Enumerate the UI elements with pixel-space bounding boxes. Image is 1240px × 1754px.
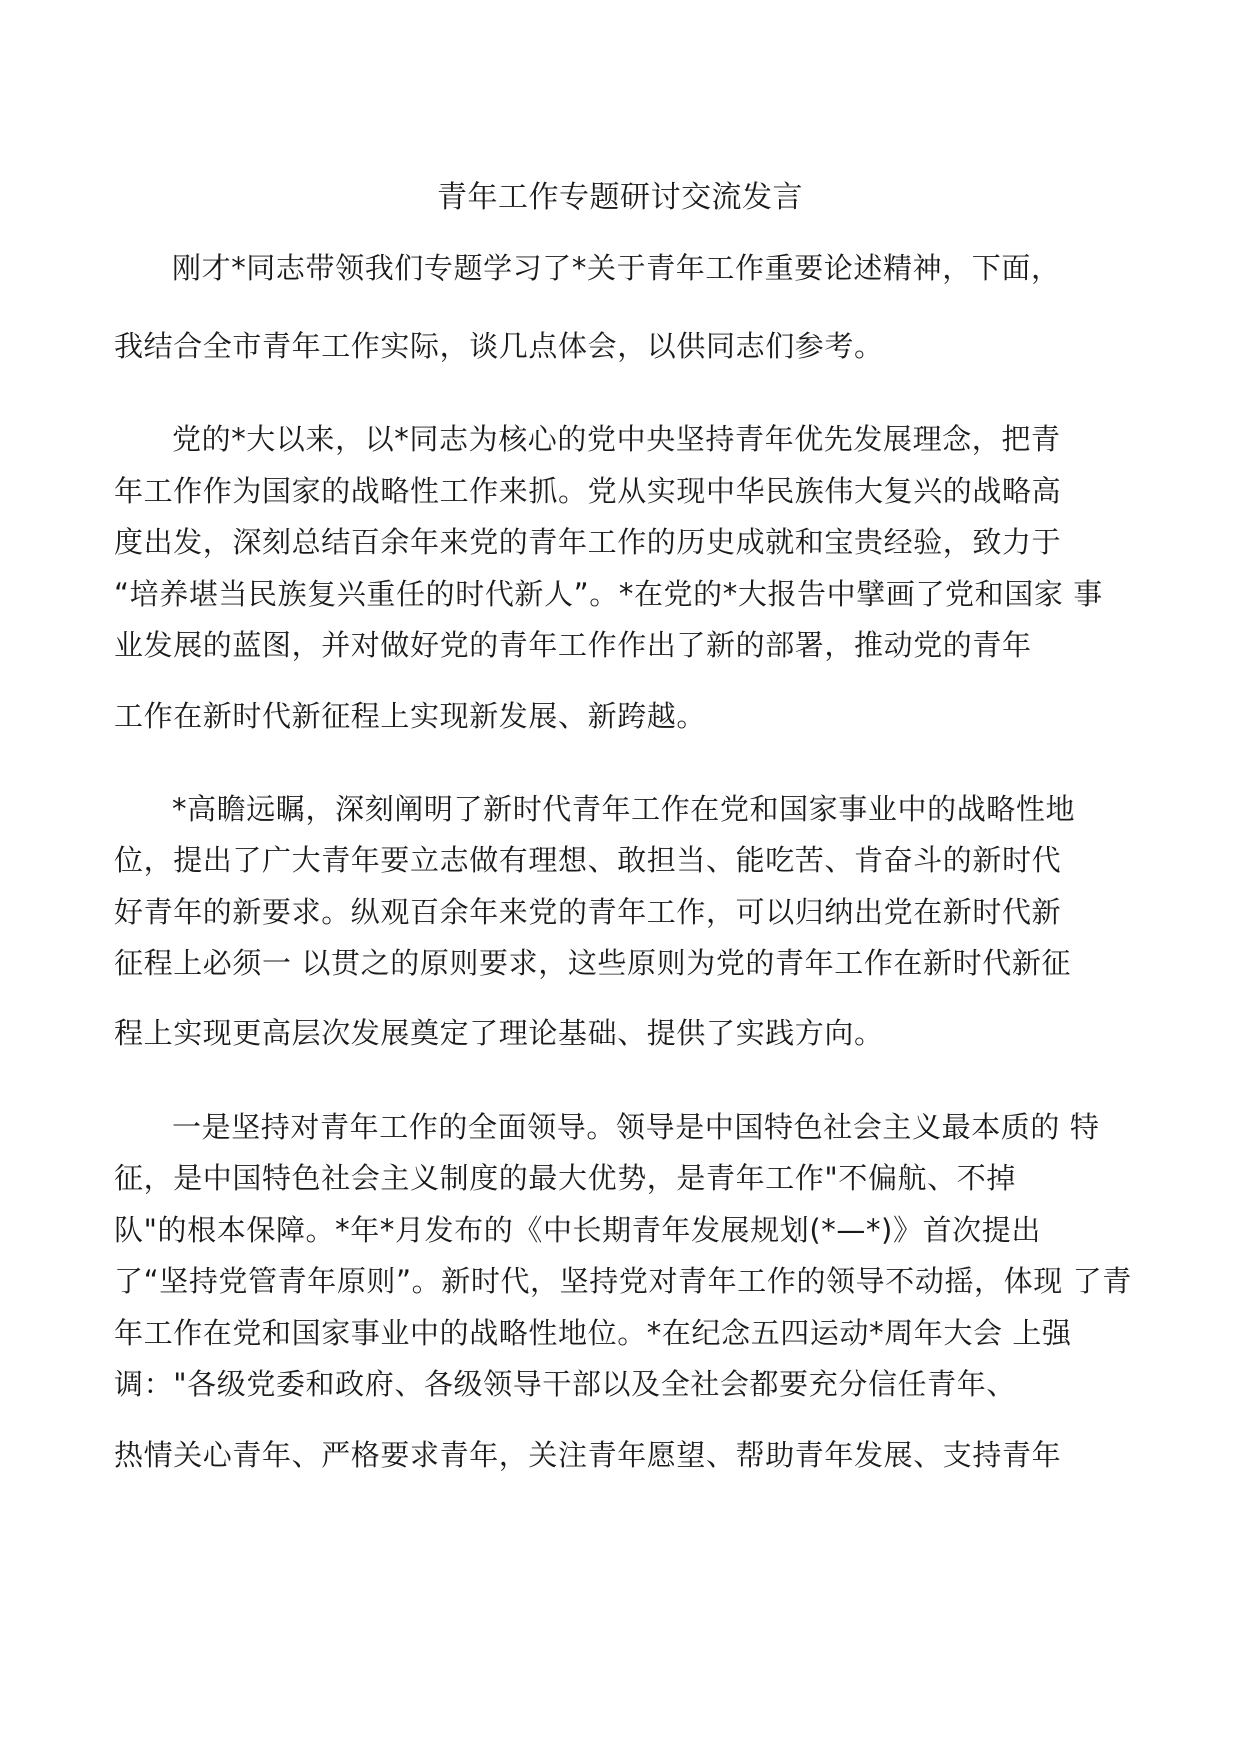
paragraph-line: 业发展的蓝图，并对做好党的青年工作作出了新的部署，推动党的青年 bbox=[114, 628, 1032, 662]
paragraph-line: 了“坚持党管青年原则”。新时代，坚持党对青年工作的领导不动摇，体现 了青 bbox=[114, 1264, 1132, 1298]
paragraph-line: 我结合全市青年工作实际，谈几点体会，以供同志们参考。 bbox=[114, 329, 884, 363]
paragraph-line: 刚才*同志带领我们专题学习了*关于青年工作重要论述精神，下面， bbox=[172, 251, 1061, 285]
paragraph-line: 一是坚持对青年工作的全面领导。领导是中国特色社会主义最本质的 特 bbox=[172, 1110, 1100, 1144]
paragraph-line: 征程上必须一 以贯之的原则要求，这些原则为党的青年工作在新时代新征 bbox=[114, 946, 1072, 980]
paragraph-line: “培养堪当民族复兴重任的时代新人”。*在党的*大报告中擘画了党和国家 事 bbox=[114, 577, 1103, 611]
document-title: 青年工作专题研讨交流发言 bbox=[437, 180, 803, 215]
paragraph-line: 征，是中国特色社会主义制度的最大优势，是青年工作"不偏航、不掉 bbox=[114, 1161, 1016, 1195]
paragraph-line: 位，提出了广大青年要立志做有理想、敢担当、能吃苦、肯奋斗的新时代 bbox=[114, 843, 1062, 877]
paragraph-line: 热情关心青年、严格要求青年，关注青年愿望、帮助青年发展、支持青年 bbox=[114, 1438, 1062, 1472]
paragraph-line: 工作在新时代新征程上实现新发展、新跨越。 bbox=[114, 699, 707, 733]
paragraph-line: *高瞻远瞩，深刻阐明了新时代青年工作在党和国家事业中的战略性地 bbox=[172, 792, 1076, 826]
paragraph-line: 度出发，深刻总结百余年来党的青年工作的历史成就和宝贵经验，致力于 bbox=[114, 525, 1062, 559]
paragraph-line: 年工作在党和国家事业中的战略性地位。*在纪念五四运动*周年大会 上强 bbox=[114, 1316, 1072, 1350]
paragraph-line: 队"的根本保障。*年*月发布的《中长期青年发展规划(*—*)》首次提出 bbox=[114, 1213, 1041, 1247]
paragraph-line: 年工作作为国家的战略性工作来抓。党从实现中华民族伟大复兴的战略高 bbox=[114, 474, 1062, 508]
paragraph-line: 好青年的新要求。纵观百余年来党的青年工作，可以归纳出党在新时代新 bbox=[114, 895, 1062, 929]
paragraph-line: 程上实现更高层次发展奠定了理论基础、提供了实践方向。 bbox=[114, 1016, 884, 1050]
paragraph-line: 调："各级党委和政府、各级领导干部以及全社会都要充分信任青年、 bbox=[114, 1367, 1016, 1401]
paragraph-line: 党的*大以来，以*同志为核心的党中央坚持青年优先发展理念，把青 bbox=[172, 422, 1061, 456]
